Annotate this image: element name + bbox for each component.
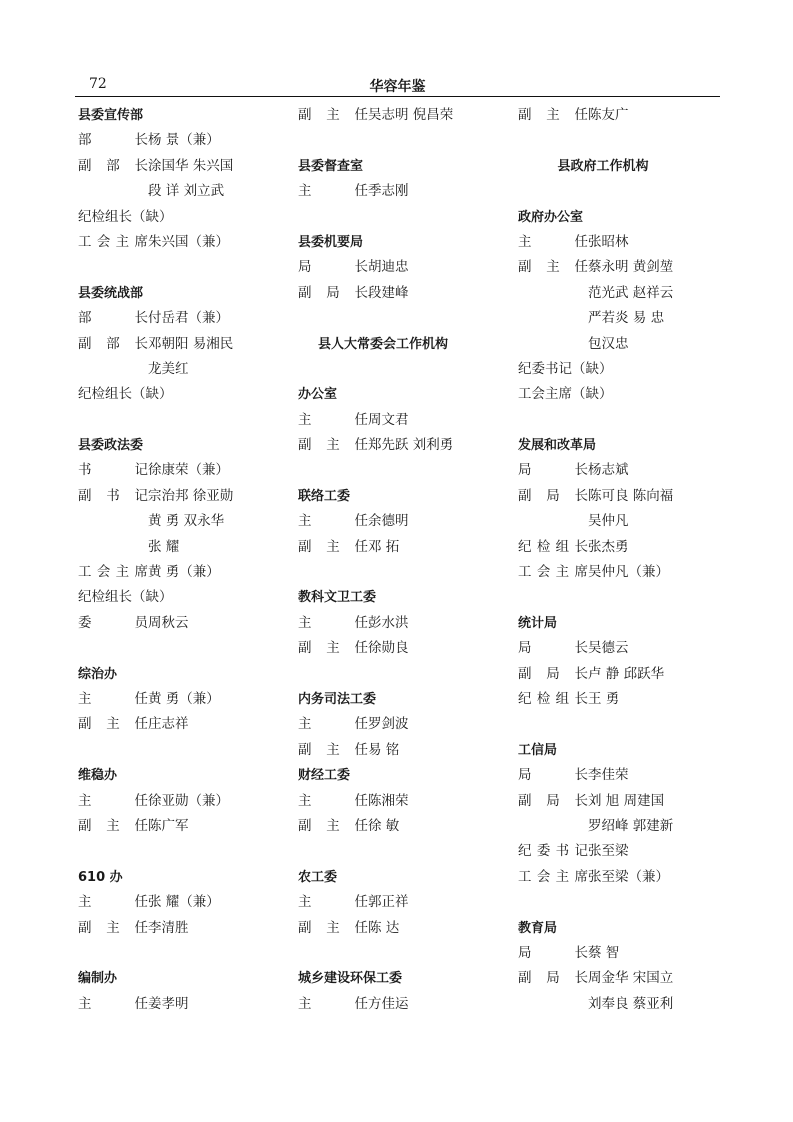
position-label: 书记 xyxy=(78,462,148,479)
position-label: 主任 xyxy=(78,894,148,911)
person-names: 徐勋良 xyxy=(368,640,409,657)
personnel-row xyxy=(298,992,518,1017)
position-label: 局长 xyxy=(518,767,588,784)
page-number: 72 xyxy=(89,76,107,92)
person-names: 张杰勇 xyxy=(588,538,629,555)
position-label: 副主任 xyxy=(518,107,588,123)
person-names-continued: 严若炎 易 忠 xyxy=(588,310,665,327)
position-label: 副局长 xyxy=(518,665,588,682)
personnel-row xyxy=(518,484,738,509)
position-label: 副主任 xyxy=(78,919,148,936)
position-label: 主任 xyxy=(298,411,368,428)
vacant-position: 纪委书记（缺） xyxy=(518,360,613,377)
position-label: 主任 xyxy=(78,995,148,1012)
personnel-row xyxy=(518,103,738,128)
position-label: 副主任 xyxy=(298,741,368,758)
position-label: 副主任 xyxy=(298,437,368,454)
person-names: 刘 旭 周建国 xyxy=(588,792,665,809)
position-label: 主任 xyxy=(298,716,368,733)
spacer xyxy=(78,738,298,763)
position-label: 主任 xyxy=(298,792,368,809)
spacer xyxy=(298,357,518,382)
position-label: 局长 xyxy=(518,640,588,657)
personnel-row xyxy=(298,255,518,280)
person-names-continued: 龙美红 xyxy=(148,360,189,377)
person-names: 黄 勇（兼） xyxy=(148,690,220,707)
personnel-row xyxy=(78,306,298,331)
person-names: 涂国华 朱兴国 xyxy=(148,157,234,174)
personnel-row xyxy=(78,128,298,153)
section-title: 内务司法工委 xyxy=(298,691,377,707)
personnel-row xyxy=(298,408,518,433)
section-title: 综治办 xyxy=(78,666,118,682)
position-label: 主任 xyxy=(298,995,368,1012)
spacer xyxy=(518,712,738,737)
person-names: 杨 景（兼） xyxy=(148,132,220,149)
person-names: 方佳运 xyxy=(368,995,409,1012)
position-label: 副部长 xyxy=(78,335,148,352)
spacer xyxy=(78,636,298,661)
column-3 xyxy=(518,103,738,1017)
section-title: 联络工委 xyxy=(298,488,351,504)
person-names: 陈 达 xyxy=(368,919,400,936)
personnel-row xyxy=(78,611,298,636)
page-header xyxy=(75,66,720,97)
personnel-row xyxy=(78,890,298,915)
position-label: 副主任 xyxy=(298,107,368,123)
section-title: 县委机要局 xyxy=(298,234,364,250)
category-heading: 县人大常委会工作机构 xyxy=(317,336,448,352)
position-label: 副主任 xyxy=(298,538,368,555)
person-names: 徐亚勋（兼） xyxy=(148,792,229,809)
person-names: 周文君 xyxy=(368,411,409,428)
spacer xyxy=(298,458,518,483)
person-names-continued: 段 详 刘立武 xyxy=(148,183,225,200)
personnel-row xyxy=(78,916,298,941)
personnel-row xyxy=(518,255,738,280)
personnel-row xyxy=(298,611,518,636)
position-label: 部长 xyxy=(78,310,148,327)
section-title: 县委统战部 xyxy=(78,285,144,301)
person-names: 邓 拓 xyxy=(368,538,400,555)
section-title: 教育局 xyxy=(518,920,558,936)
person-names: 张昭林 xyxy=(588,233,629,250)
position-label: 副局长 xyxy=(518,792,588,809)
person-names: 朱兴国（兼） xyxy=(148,233,229,250)
position-label: 副局长 xyxy=(518,970,588,987)
personnel-row xyxy=(298,281,518,306)
spacer xyxy=(78,839,298,864)
position-label: 纪检组长 xyxy=(518,538,588,555)
spacer xyxy=(518,128,738,153)
spacer xyxy=(78,255,298,280)
person-names: 黄 勇（兼） xyxy=(148,564,220,581)
personnel-row xyxy=(78,814,298,839)
position-label: 主任 xyxy=(298,614,368,631)
position-label: 主任 xyxy=(298,183,368,200)
personnel-row xyxy=(518,789,738,814)
person-names: 郭正祥 xyxy=(368,894,409,911)
person-names: 周秋云 xyxy=(148,614,189,631)
personnel-row xyxy=(518,763,738,788)
person-names: 易 铭 xyxy=(368,741,400,758)
position-label: 副书记 xyxy=(78,487,148,504)
vacant-position: 纪检组长（缺） xyxy=(78,589,173,606)
personnel-row xyxy=(298,433,518,458)
spacer xyxy=(298,205,518,230)
personnel-row xyxy=(298,535,518,560)
personnel-row xyxy=(298,916,518,941)
personnel-row xyxy=(298,712,518,737)
personnel-row xyxy=(518,560,738,585)
personnel-row xyxy=(298,103,518,128)
person-names: 王 勇 xyxy=(588,690,620,707)
person-names: 蔡 智 xyxy=(588,944,620,961)
position-label: 局长 xyxy=(518,462,588,479)
person-names: 李佳荣 xyxy=(588,767,629,784)
position-label: 副主任 xyxy=(298,919,368,936)
section-title: 办公室 xyxy=(298,387,338,403)
personnel-row xyxy=(518,662,738,687)
section-title: 政府办公室 xyxy=(518,209,584,225)
person-names: 蔡永明 黄剑堃 xyxy=(588,259,674,276)
person-names: 余德明 xyxy=(368,513,409,530)
personnel-row xyxy=(78,992,298,1017)
position-label: 工会主席 xyxy=(518,868,588,885)
section-title: 发展和改革局 xyxy=(518,438,597,454)
person-names-continued: 罗绍峰 郭建新 xyxy=(588,817,674,834)
spacer xyxy=(518,408,738,433)
person-names: 张至梁（兼） xyxy=(588,868,669,885)
position-label: 主任 xyxy=(518,233,588,250)
position-label: 委员 xyxy=(78,614,148,631)
section-title: 县委督查室 xyxy=(298,158,364,174)
person-names: 徐 敏 xyxy=(368,817,400,834)
section-title: 财经工委 xyxy=(298,768,351,784)
position-label: 副主任 xyxy=(78,716,148,733)
position-label: 局长 xyxy=(518,944,588,961)
person-names: 吴志明 倪昌荣 xyxy=(368,107,454,123)
personnel-row xyxy=(78,332,298,357)
personnel-row xyxy=(518,966,738,991)
position-label: 纪检组长 xyxy=(518,690,588,707)
position-label: 工会主席 xyxy=(518,564,588,581)
personnel-row xyxy=(298,789,518,814)
person-names-continued: 黄 勇 双永华 xyxy=(148,513,225,530)
personnel-row xyxy=(298,890,518,915)
position-label: 工会主席 xyxy=(78,564,148,581)
section-title: 县委宣传部 xyxy=(78,108,144,123)
position-label: 副主任 xyxy=(518,259,588,276)
personnel-row xyxy=(518,941,738,966)
person-names: 邓朝阳 易湘民 xyxy=(148,335,234,352)
personnel-row xyxy=(78,484,298,509)
person-names: 罗剑波 xyxy=(368,716,409,733)
personnel-row xyxy=(78,712,298,737)
person-names: 段建峰 xyxy=(368,284,409,301)
position-label: 副局长 xyxy=(298,284,368,301)
personnel-row xyxy=(78,560,298,585)
vacant-position: 纪检组长（缺） xyxy=(78,208,173,225)
section-title: 维稳办 xyxy=(78,768,118,784)
person-names: 陈广军 xyxy=(148,817,189,834)
section-title: 农工委 xyxy=(298,869,338,885)
personnel-row xyxy=(518,687,738,712)
person-names: 姜孝明 xyxy=(148,995,189,1012)
spacer xyxy=(298,839,518,864)
position-label: 副局长 xyxy=(518,487,588,504)
position-label: 主任 xyxy=(298,513,368,530)
section-title: 编制办 xyxy=(78,971,118,987)
person-names: 付岳君（兼） xyxy=(148,310,229,327)
vacant-position: 纪检组长（缺） xyxy=(78,386,173,403)
person-names: 吴仲凡（兼） xyxy=(588,564,669,581)
personnel-row xyxy=(78,154,298,179)
position-label: 工会主席 xyxy=(78,233,148,250)
personnel-row xyxy=(78,458,298,483)
section-title: 工信局 xyxy=(518,742,558,758)
person-names: 郑先跃 刘利勇 xyxy=(368,437,454,454)
spacer xyxy=(298,306,518,331)
vacant-position: 工会主席（缺） xyxy=(518,386,613,403)
person-names: 李清胜 xyxy=(148,919,189,936)
person-names: 周金华 宋国立 xyxy=(588,970,674,987)
book-title: 华容年鉴 xyxy=(369,79,426,95)
position-label: 主任 xyxy=(298,894,368,911)
spacer xyxy=(518,890,738,915)
spacer xyxy=(78,941,298,966)
personnel-row xyxy=(298,509,518,534)
position-label: 局长 xyxy=(298,259,368,276)
position-label: 主任 xyxy=(78,792,148,809)
person-names: 张至梁 xyxy=(588,843,629,860)
spacer xyxy=(298,560,518,585)
personnel-row xyxy=(78,230,298,255)
category-heading: 县政府工作机构 xyxy=(557,158,649,174)
personnel-row xyxy=(78,789,298,814)
person-names-continued: 范光武 赵祥云 xyxy=(588,284,674,301)
personnel-row xyxy=(78,687,298,712)
person-names-continued: 刘奉良 蔡亚利 xyxy=(588,995,674,1012)
personnel-row xyxy=(518,865,738,890)
position-label: 副主任 xyxy=(298,640,368,657)
person-names: 陈湘荣 xyxy=(368,792,409,809)
person-names: 季志刚 xyxy=(368,183,409,200)
personnel-row xyxy=(518,839,738,864)
spacer xyxy=(78,408,298,433)
person-names: 张 耀（兼） xyxy=(148,894,220,911)
spacer xyxy=(518,179,738,204)
person-names: 彭水洪 xyxy=(368,614,409,631)
person-names: 宗治邦 徐亚勋 xyxy=(148,487,234,504)
section-title: 统计局 xyxy=(518,615,558,631)
personnel-row xyxy=(298,814,518,839)
position-label: 副部长 xyxy=(78,157,148,174)
section-title: 610 办 xyxy=(78,869,123,885)
person-names: 吴德云 xyxy=(588,640,629,657)
position-label: 副主任 xyxy=(78,817,148,834)
position-label: 部长 xyxy=(78,132,148,149)
personnel-row xyxy=(518,636,738,661)
spacer xyxy=(298,128,518,153)
personnel-row xyxy=(298,179,518,204)
personnel-row xyxy=(518,535,738,560)
person-names-continued: 包汉忠 xyxy=(588,335,629,352)
person-names: 徐康荣（兼） xyxy=(148,462,229,479)
spacer xyxy=(298,941,518,966)
spacer xyxy=(518,585,738,610)
personnel-row xyxy=(518,458,738,483)
person-names: 庄志祥 xyxy=(148,716,189,733)
position-label: 纪委书记 xyxy=(518,843,588,860)
position-label: 主任 xyxy=(78,690,148,707)
personnel-row xyxy=(298,636,518,661)
position-label: 副主任 xyxy=(298,817,368,834)
person-names: 卢 静 邱跃华 xyxy=(588,665,665,682)
personnel-row xyxy=(298,738,518,763)
person-names: 陈友广 xyxy=(588,107,629,123)
section-title: 城乡建设环保工委 xyxy=(298,971,403,987)
person-names: 陈可良 陈向福 xyxy=(588,487,674,504)
personnel-row xyxy=(518,230,738,255)
person-names-continued: 张 耀 xyxy=(148,538,180,555)
spacer xyxy=(298,662,518,687)
section-title: 教科文卫工委 xyxy=(298,590,377,606)
person-names-continued: 吴仲凡 xyxy=(588,513,629,530)
column-1 xyxy=(78,103,298,1017)
person-names: 杨志斌 xyxy=(588,462,629,479)
section-title: 县委政法委 xyxy=(78,438,144,454)
person-names: 胡迪忠 xyxy=(368,259,409,276)
column-2 xyxy=(298,103,518,1017)
